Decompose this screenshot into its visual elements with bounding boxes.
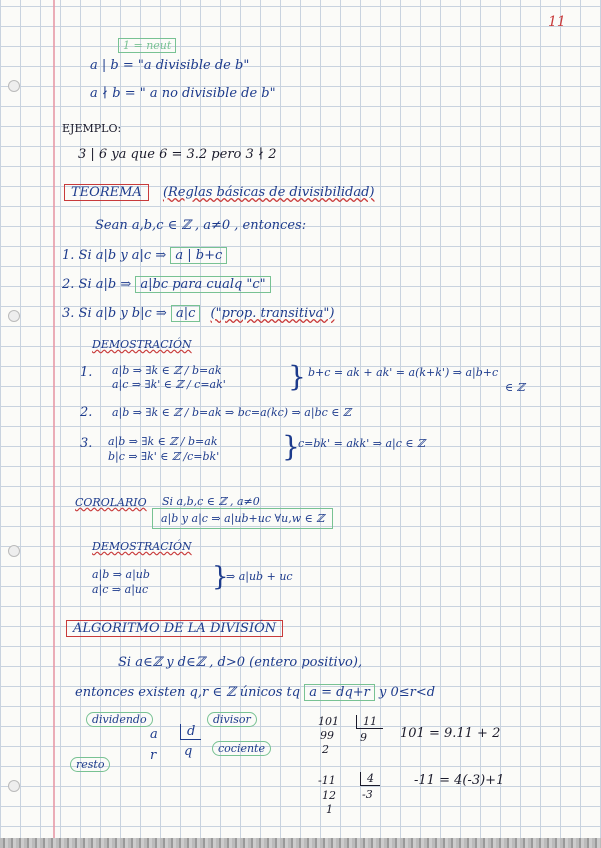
diagram-r: r: [150, 748, 157, 763]
demo1-p1-l2: a|c ⇒ ∃k' ∈ ℤ / c=ak': [112, 378, 226, 391]
corollary-line1: Si a,b,c ∈ ℤ , a≠0: [162, 495, 260, 508]
note-top: 1 = neut: [118, 38, 176, 53]
def-not-divides: a ∤ b = " a no divisible de b": [90, 86, 276, 101]
ex1-dividend: 101: [318, 715, 339, 728]
label-divisor: divisor: [207, 712, 257, 727]
corollary-line2: a|b y a|c ⇒ a|ub+uc ∀u,w ∈ ℤ: [152, 508, 333, 529]
diagram-a: a: [150, 727, 158, 742]
demo1-p3-right: c=bk' = akk' ⇒ a|c ∈ ℤ: [298, 437, 426, 450]
label-cociente: cociente: [212, 741, 271, 756]
diagram-d: d: [180, 724, 201, 740]
item-num: 2.: [62, 277, 75, 292]
ex2-dividend: -11: [318, 774, 336, 787]
ex2-sub: 12: [322, 789, 336, 802]
example-label: EJEMPLO:: [62, 122, 122, 135]
demo1-p2-num: 2.: [80, 405, 93, 420]
page-number: 11: [548, 14, 566, 30]
algorithm-l1: Si a∈ℤ y d∈ℤ , d>0 (entero positivo),: [118, 655, 363, 670]
ex2-eq: -11 = 4(-3)+1: [414, 773, 505, 788]
item-result: a|c: [171, 305, 200, 322]
theorem-intro: Sean a,b,c ∈ ℤ , a≠0 , entonces:: [95, 218, 307, 233]
theorem-item-1: [62, 248, 227, 263]
algorithm-l2-text: entonces existen q,r ∈ ℤ únicos tq: [75, 685, 301, 700]
example-text: 3 | 6 ya que 6 = 3.2 pero 3 ∤ 2: [78, 147, 277, 162]
demo1-p3-l2: b|c ⇒ ∃k' ∈ ℤ /c=bk': [108, 450, 220, 463]
label-dividendo: dividendo: [86, 712, 153, 727]
demo2-label: DEMOSTRACIÓN: [92, 540, 192, 553]
demo1-p3-l1: a|b ⇒ ∃k ∈ ℤ / b=ak: [108, 435, 218, 448]
item-result: a|bc para cualq "c": [135, 276, 270, 293]
demo2-l1: a|b ⇒ a|ub: [92, 568, 150, 581]
demo1-p2-text: a|b ⇒ ∃k ∈ ℤ / b=ak ⇒ bc=a(kc) ⇒ a|bc ∈ ℤ: [112, 406, 351, 419]
theorem-title: TEOREMA: [64, 184, 149, 201]
item-text: Si a|b y a|c ⇒: [78, 248, 167, 263]
demo1-p1-num: 1.: [80, 365, 93, 380]
ex2-quot: -3: [362, 788, 373, 801]
item-text: Si a|b y b|c ⇒: [78, 306, 167, 321]
ex2-divisor: 4: [360, 772, 380, 786]
brace: }: [282, 430, 300, 463]
brace: }: [288, 360, 306, 393]
demo1-p3-num: 3.: [80, 436, 93, 451]
item-num: 3.: [62, 306, 75, 321]
ex2-rem: 1: [326, 803, 333, 816]
ex1-rem: 2: [322, 743, 329, 756]
diagram-q: q: [184, 744, 193, 759]
label-resto: resto: [70, 757, 110, 772]
margin-line: [53, 0, 55, 848]
def-divides: a | b = "a divisible de b": [90, 58, 250, 73]
demo1-p1-right: b+c = ak + ak' = a(k+k') ⇒ a|b+c: [308, 366, 499, 379]
demo1-p1-right2: ∈ ℤ: [505, 381, 525, 394]
item-extra: ("prop. transitiva"): [210, 306, 335, 321]
ex1-divisor: 11: [356, 715, 383, 729]
demo1-p1-l1: a|b ⇒ ∃k ∈ ℤ / b=ak: [112, 364, 222, 377]
ex1-quot: 9: [360, 731, 367, 744]
theorem-item-3: [62, 306, 334, 321]
corollary-title: COROLARIO: [75, 496, 147, 509]
item-result: a | b+c: [170, 247, 227, 264]
ex1-sub: 99: [320, 729, 334, 742]
theorem-item-2: [62, 277, 271, 292]
algorithm-title: ALGORITMO DE LA DIVISIÓN: [66, 620, 283, 637]
torn-edge: [0, 838, 601, 848]
item-text: Si a|b ⇒: [78, 277, 132, 292]
algorithm-boxed: a = dq+r: [304, 684, 375, 701]
brace: }: [212, 562, 229, 592]
theorem-heading: [64, 185, 374, 200]
algorithm-l2: [75, 685, 435, 700]
demo2-right: ⇒ a|ub + uc: [226, 570, 293, 583]
ex1-eq: 101 = 9.11 + 2: [400, 726, 501, 741]
algorithm-l2-end: y 0≤r<d: [379, 685, 436, 700]
demo2-l2: a|c ⇒ a|uc: [92, 583, 149, 596]
demo1-label: DEMOSTRACIÓN: [92, 338, 192, 351]
theorem-subtitle: (Reglas básicas de divisibilidad): [162, 185, 375, 200]
item-num: 1.: [62, 248, 75, 263]
